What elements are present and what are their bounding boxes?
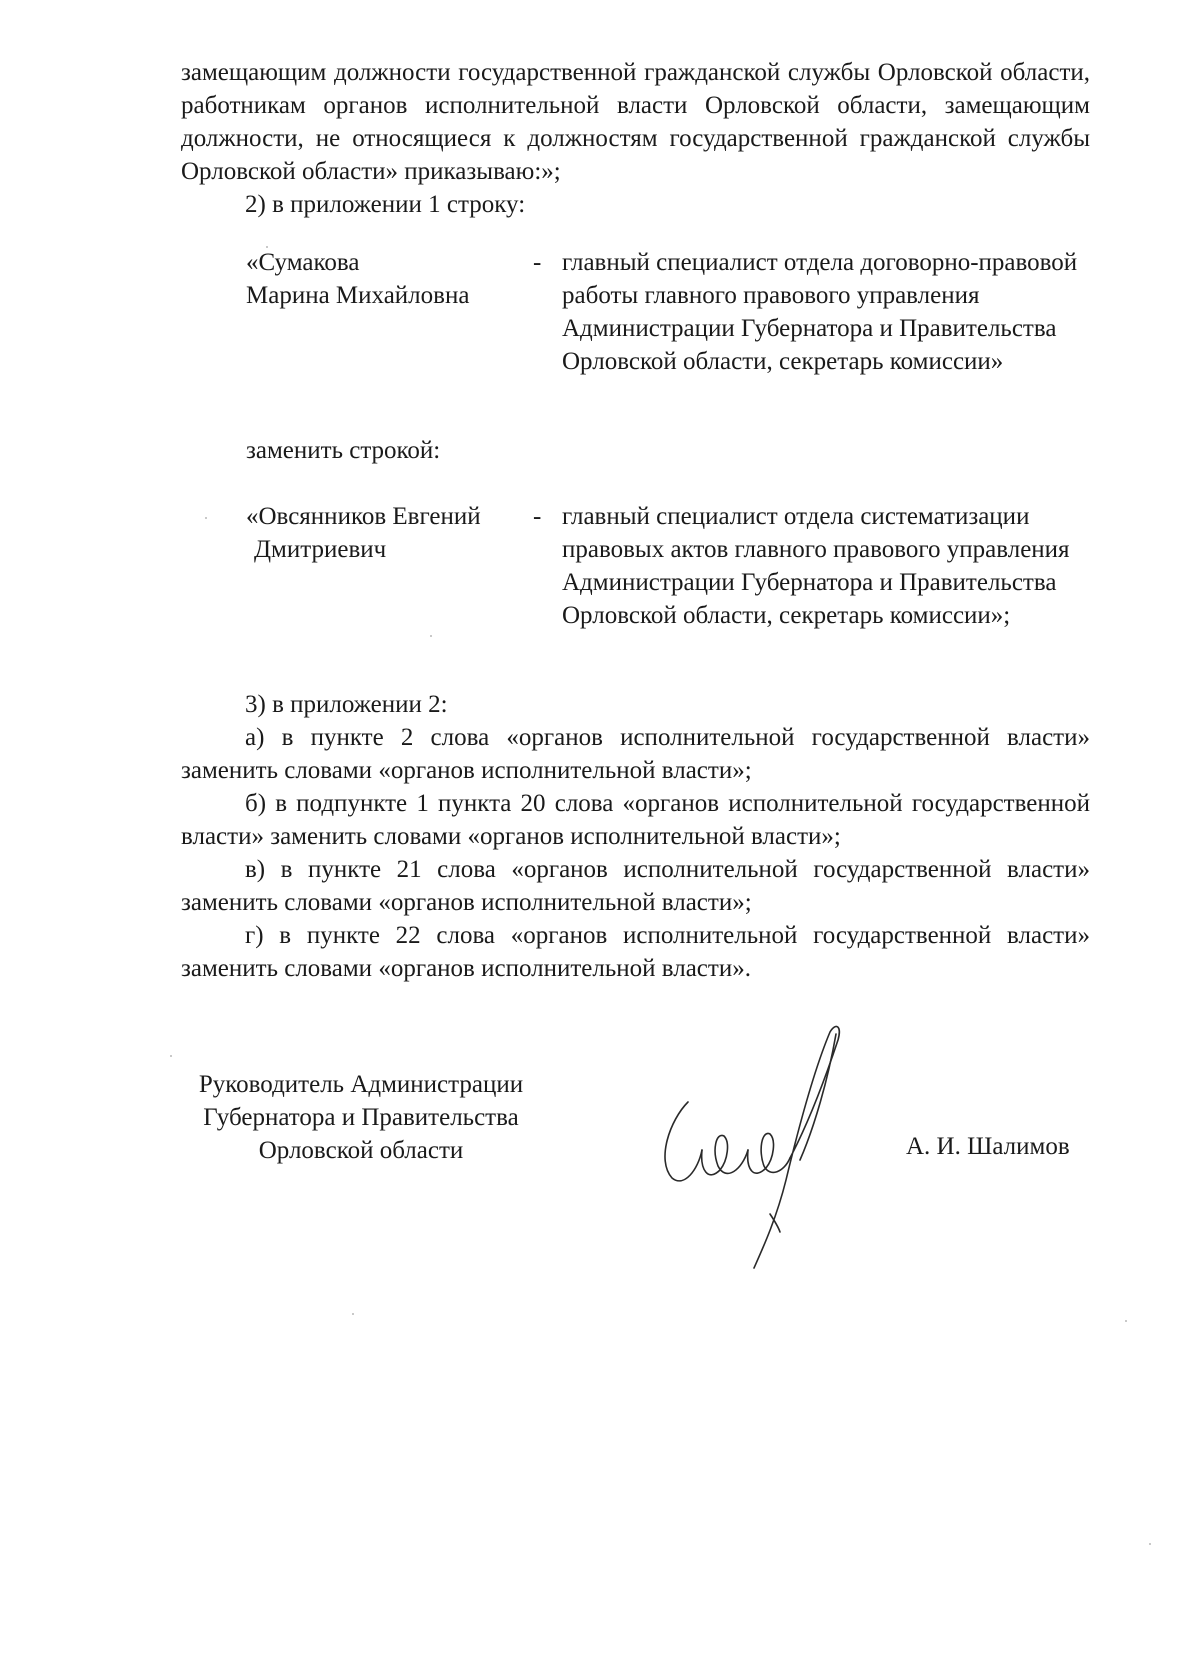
- old-member-row: [246, 246, 1096, 416]
- scan-speck: [266, 246, 268, 248]
- signatory-position: [181, 1068, 541, 1167]
- position-line-3: Орловской области: [258, 1137, 464, 1164]
- new-member-dash: -: [533, 503, 542, 530]
- position-line-2: Губернатора и Правительства: [203, 1104, 519, 1131]
- old-member-given-names: Марина Михайловна: [246, 282, 470, 309]
- scan-speck: [352, 1313, 354, 1315]
- new-member-surname: «Овсянников Евгений: [246, 503, 481, 530]
- new-member-role: главный специалист отдела систематизации правовых актов главного правового управления Администрации Губернатора и Правительства Орловской области, секретарь комиссии»;: [562, 503, 1070, 629]
- new-member-name: [246, 500, 516, 566]
- scan-speck: [430, 635, 432, 637]
- replace-label: заменить строкой:: [246, 437, 441, 464]
- item-3-subitems: [181, 721, 1090, 985]
- old-member-dash: -: [533, 249, 542, 276]
- signer-name: А. И. Шалимов: [906, 1133, 1070, 1160]
- scan-speck: [205, 517, 207, 519]
- scan-speck: [1149, 1543, 1151, 1545]
- item-3-heading: 3) в приложении 2:: [245, 691, 448, 718]
- subitem-g: г) в пункте 22 слова «органов исполнительной государственной власти» заменить словами «органов исполнительной власти».: [181, 922, 1090, 982]
- scan-speck: [1125, 1320, 1127, 1322]
- subitem-v: в) в пункте 21 слова «органов исполнительной государственной власти» заменить словами «органов исполнительной власти»;: [181, 856, 1090, 916]
- new-member-given-names: Дмитриевич: [254, 536, 387, 563]
- handwritten-signature: [650, 1010, 890, 1270]
- position-line-1: Руководитель Администрации: [198, 1071, 524, 1098]
- subitem-b: б) в подпункте 1 пункта 20 слова «органов исполнительной государственной власти» заменить словами «органов исполнительной власти»;: [181, 790, 1090, 850]
- old-member-name: [246, 246, 516, 312]
- old-member-role: главный специалист отдела договорно-правовой работы главного правового управления Администрации Губернатора и Правительства Орловской области, секретарь комиссии»: [562, 249, 1078, 375]
- intro-paragraph: замещающим должности государственной гражданской службы Орловской области, работникам органов исполнительной власти Орловской области, замещающим должности, не относящиеся к должностям государственной гражданской службы Орловской области» приказываю:»;: [181, 59, 1090, 185]
- scan-speck: [170, 1055, 172, 1057]
- item-2-heading: 2) в приложении 1 строку:: [245, 191, 526, 218]
- old-member-surname: «Сумакова: [246, 249, 360, 276]
- new-member-row: [246, 500, 1096, 670]
- subitem-a: а) в пункте 2 слова «органов исполнительной государственной власти» заменить словами «органов исполнительной власти»;: [181, 724, 1090, 784]
